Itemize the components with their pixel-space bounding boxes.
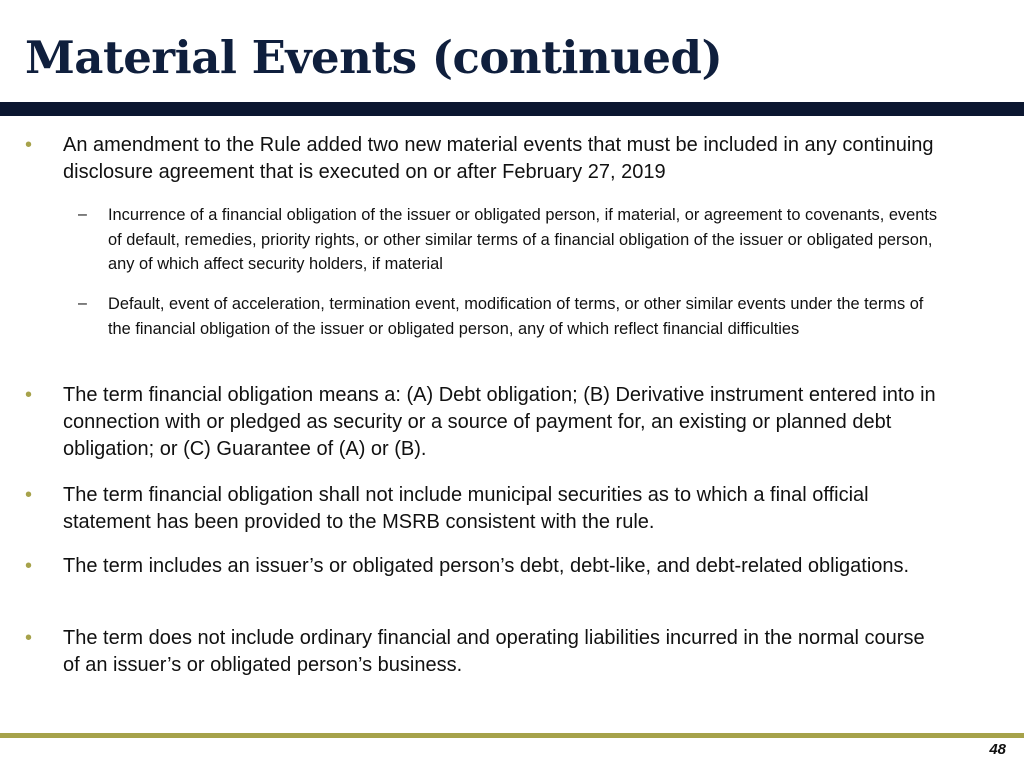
page-number: 48 (989, 741, 1006, 758)
bullet-marker: • (25, 384, 33, 406)
bullet-marker: • (25, 134, 33, 156)
bullet-text: The term does not include ordinary financial and operating liabilities incurred in the normal course of an issuer’s or obligated person’s business. (63, 627, 925, 676)
sub-bullet-marker: – (78, 206, 87, 223)
bullet-marker: • (25, 627, 33, 649)
footer-divider (0, 733, 1024, 738)
bullet-text: An amendment to the Rule added two new material events that must be included in any continuing disclosure agreement that is executed on or after February 27, 2019 (63, 134, 934, 183)
bullet-text: The term financial obligation means a: (A) Debt obligation; (B) Derivative instrument entered into in connection with or pledged as security or a source of payment for, an existing or planned debt obligation; or (C) Guarantee of (A) or (B). (63, 384, 936, 460)
sub-bullet-text: Incurrence of a financial obligation of the issuer or obligated person, if material, or agreement to covenants, events of default, remedies, priority rights, or other similar terms of a financial obligation of the issuer or obligated person, any of which affect security holders, if material (108, 206, 938, 273)
bullet-marker: • (25, 555, 33, 577)
sub-bullet-text: Default, event of acceleration, termination event, modification of terms, or other similar events under the terms of the financial obligation of the issuer or obligated person, any of which reflect financial difficulties (108, 295, 924, 338)
title-divider (0, 102, 1024, 116)
sub-bullet-marker: – (78, 295, 87, 312)
bullet-text: The term includes an issuer’s or obligated person’s debt, debt-like, and debt-related obligations. (63, 555, 910, 577)
page-title: Material Events (continued) (25, 31, 723, 84)
bullet-text: The term financial obligation shall not include municipal securities as to which a final official statement has been provided to the MSRB consistent with the rule. (63, 484, 869, 533)
bullet-marker: • (25, 484, 33, 506)
